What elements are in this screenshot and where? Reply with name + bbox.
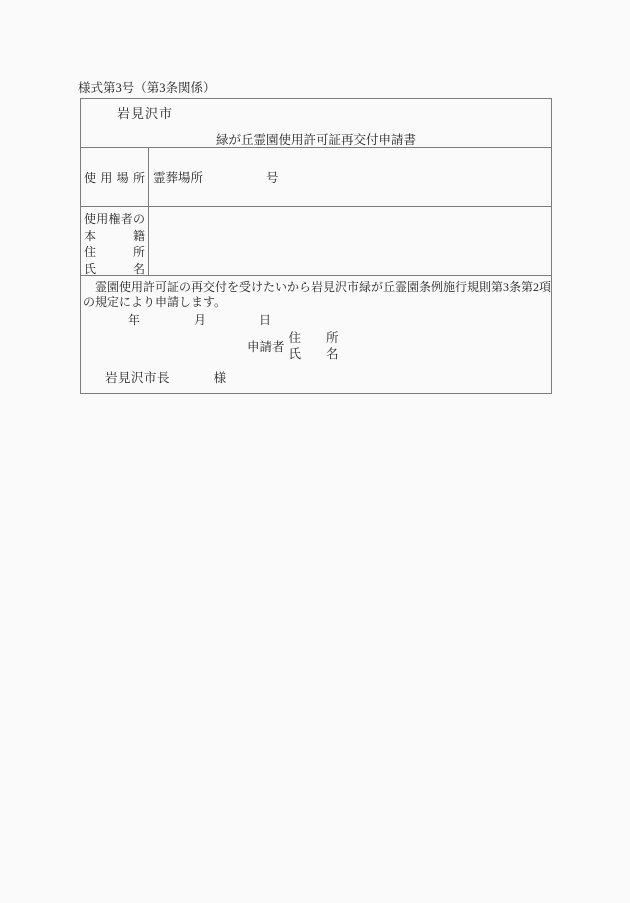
applicant-address-label: 住 所 <box>288 331 339 345</box>
city-name: 岩見沢市 <box>117 106 174 121</box>
date-month-label: 月 <box>194 313 207 327</box>
use-place-row <box>81 148 551 207</box>
form-header-section <box>81 99 551 148</box>
applicant-fields <box>289 330 339 362</box>
use-place-label-cell <box>81 148 149 206</box>
applicant-block <box>247 330 549 362</box>
use-place-value-suffix: 号 <box>266 171 279 185</box>
place-number-blank <box>203 177 266 178</box>
rights-holder-label-name: 氏 名 <box>84 261 145 276</box>
use-place-value-prefix: 霊葬場所 <box>153 171 204 185</box>
application-form-box <box>80 98 552 394</box>
date-year-label: 年 <box>128 313 141 327</box>
form-number-label: 様式第3号（第3条関係） <box>78 81 216 95</box>
rights-holder-value-cell <box>149 207 551 275</box>
addressee-line <box>105 368 549 386</box>
rights-holder-row <box>81 207 551 276</box>
rights-holder-label-cell <box>81 207 149 275</box>
applicant-label: 申請者 <box>247 340 285 354</box>
statement-line-1: 霊園使用許可証の再交付を受けたいから岩見沢市緑が丘霊園条例施行規則第3条第2項 <box>95 280 552 294</box>
rights-holder-label-honseki: 本 籍 <box>84 228 145 243</box>
addressee-title: 岩見沢市長 <box>105 371 171 385</box>
statement-line-2: の規定により申請します。 <box>83 295 227 309</box>
rights-holder-label-address: 住 所 <box>84 245 145 259</box>
use-place-value-cell <box>149 148 551 206</box>
date-line <box>83 313 549 328</box>
rights-holder-label-line1: 使用権者の <box>84 212 145 226</box>
form-title: 緑が丘霊園使用許可証再交付申請書 <box>215 133 416 147</box>
date-day-label: 日 <box>259 313 272 327</box>
use-place-label: 使 用 場 所 <box>84 170 145 185</box>
statement-section <box>81 276 551 393</box>
applicant-name-label: 氏 名 <box>288 347 339 361</box>
addressee-honorific: 様 <box>213 371 227 385</box>
